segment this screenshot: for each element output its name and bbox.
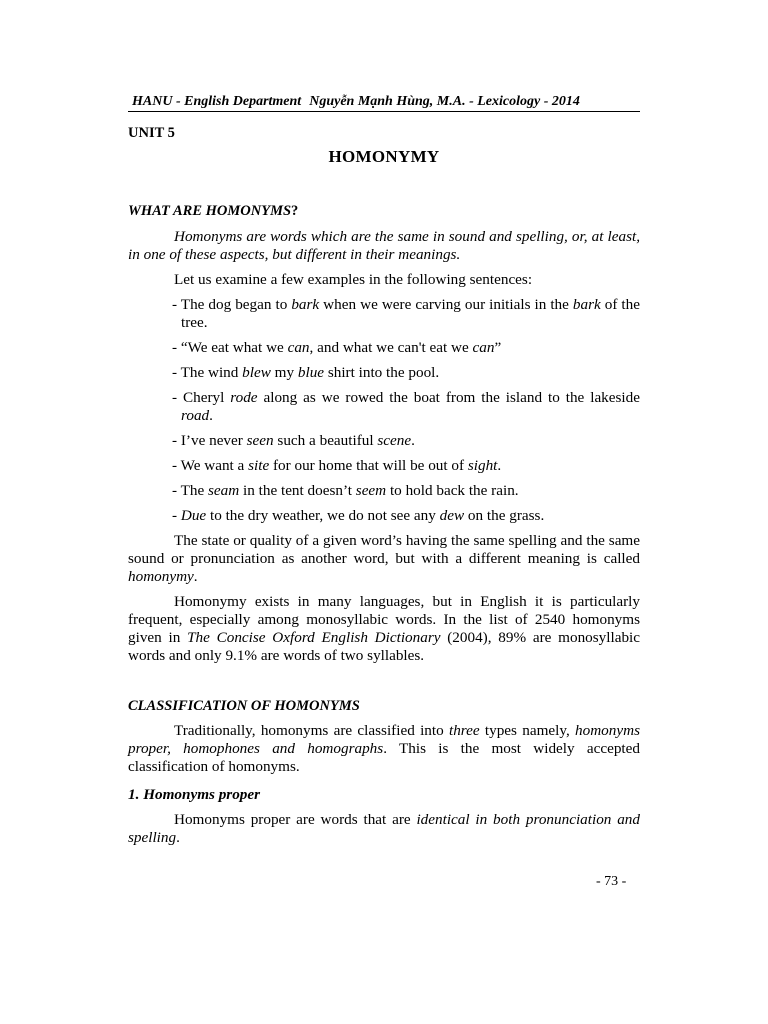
definition-paragraph: Homonyms are words which are the same in sound and spelling, or, at least, in one of these aspects, but different in their meanings. — [128, 228, 640, 263]
example-item: - Due to the dry weather, we do not see any dew on the grass. — [172, 507, 545, 524]
example-item: - Cheryl rode along as we rowed the boat from the island to the lakeside road. — [172, 389, 640, 424]
intro-paragraph: Let us examine a few examples in the following sentences: — [174, 271, 533, 288]
homonyms-proper-paragraph: Homonyms proper are words that are identical in both pronunciation and spelling. — [128, 811, 640, 846]
chapter-title: HOMONYMY — [328, 147, 440, 166]
running-header — [128, 94, 640, 112]
example-item: - The seam in the tent doesn’t seem to hold back the rain. — [172, 482, 519, 499]
frequency-paragraph: Homonymy exists in many languages, but in English it is particularly frequent, especially among monosyllabic words. In the list of 2540 homonyms given in The Concise Oxford English Dictionary (2004), 89% are monosyllabic words and only 9.1% are words of two syllables. — [128, 593, 641, 664]
page-number: - 73 - — [596, 874, 627, 889]
subheading-homonyms-proper: 1. Homonyms proper — [128, 786, 261, 803]
example-item: - We want a site for our home that will be out of sight. — [172, 457, 502, 474]
example-item: - The wind blew my blue shirt into the pool. — [172, 364, 440, 381]
example-item: - “We eat what we can, and what we can't eat we can” — [172, 339, 502, 356]
header-left: HANU - English Department — [132, 94, 302, 109]
homonymy-definition-paragraph: The state or quality of a given word’s having the same spelling and the same sound or pronunciation as another word, but with a different meaning is called homonymy. — [128, 532, 640, 585]
document-page — [128, 94, 640, 847]
section-heading-classification: CLASSIFICATION OF HOMONYMS — [128, 698, 360, 714]
example-item: - The dog began to bark when we were carving our initials in the bark of the tree. — [172, 296, 640, 331]
unit-label: UNIT 5 — [128, 125, 175, 141]
example-item: - I’ve never seen such a beautiful scene. — [172, 432, 415, 449]
section-heading-what-are-homonyms: WHAT ARE HOMONYMS? — [128, 203, 299, 219]
classification-paragraph: Traditionally, homonyms are classified into three types namely, homonyms proper, homophones and homographs. This is the most widely accepted classification of homonyms. — [128, 722, 640, 775]
header-right: Nguyễn Mạnh Hùng, M.A. - Lexicology - 2014 — [309, 94, 580, 109]
examples-list — [128, 296, 640, 525]
